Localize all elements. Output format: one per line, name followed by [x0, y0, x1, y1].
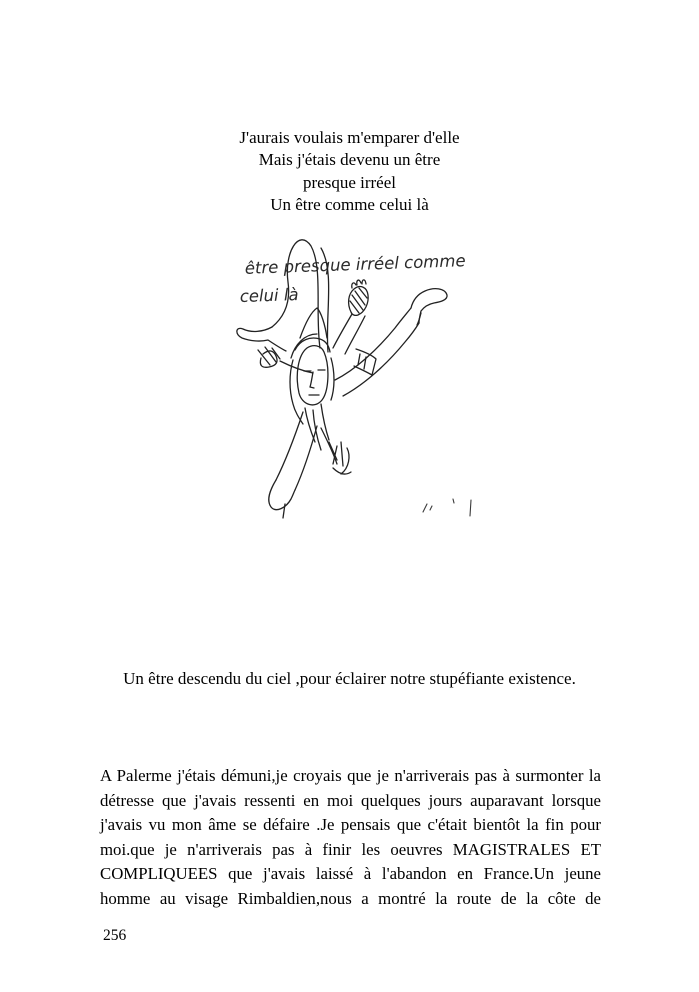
- ink-sketch-figure: [225, 228, 485, 533]
- poem-line: Mais j'étais devenu un être: [258, 150, 441, 170]
- paragraph-line: détresse que j'avais ressenti en moi quelques jours auparavant lorsque: [100, 790, 601, 810]
- handwriting-line-2: celui là: [239, 284, 299, 307]
- paragraph-line: j'avais vu mon âme se défaire .Je pensais que c'était bientôt la fin pour: [100, 815, 601, 834]
- paragraph-line: A Palerme j'étais démuni,je croyais que je n'arriverais pas à surmonter la: [100, 766, 601, 785]
- handwriting-line-1: être presque irréel comme: [244, 251, 466, 278]
- body-paragraph: [100, 764, 601, 911]
- poem-line: Un être comme celui là: [270, 195, 429, 215]
- three-legged-figure-sketch: [237, 240, 471, 518]
- paragraph-line: homme au visage Rimbaldien,nous a montré la route de la côte de: [100, 888, 601, 908]
- caption-line: Un être descendu du ciel ,pour éclairer notre stupéfiante existence.: [123, 669, 576, 688]
- poem-line: presque irréel: [303, 172, 396, 192]
- paragraph-line: moi.que je n'arriverais pas à finir les oeuvres MAGISTRALES ET: [100, 839, 601, 859]
- poem-block: [0, 127, 699, 217]
- paragraph-line: COMPLIQUEES que j'avais laissé à l'abandon en France.Un jeune: [100, 864, 601, 883]
- poem-line: J'aurais voulais m'emparer d'elle: [239, 128, 460, 147]
- page-number: 256: [103, 927, 127, 944]
